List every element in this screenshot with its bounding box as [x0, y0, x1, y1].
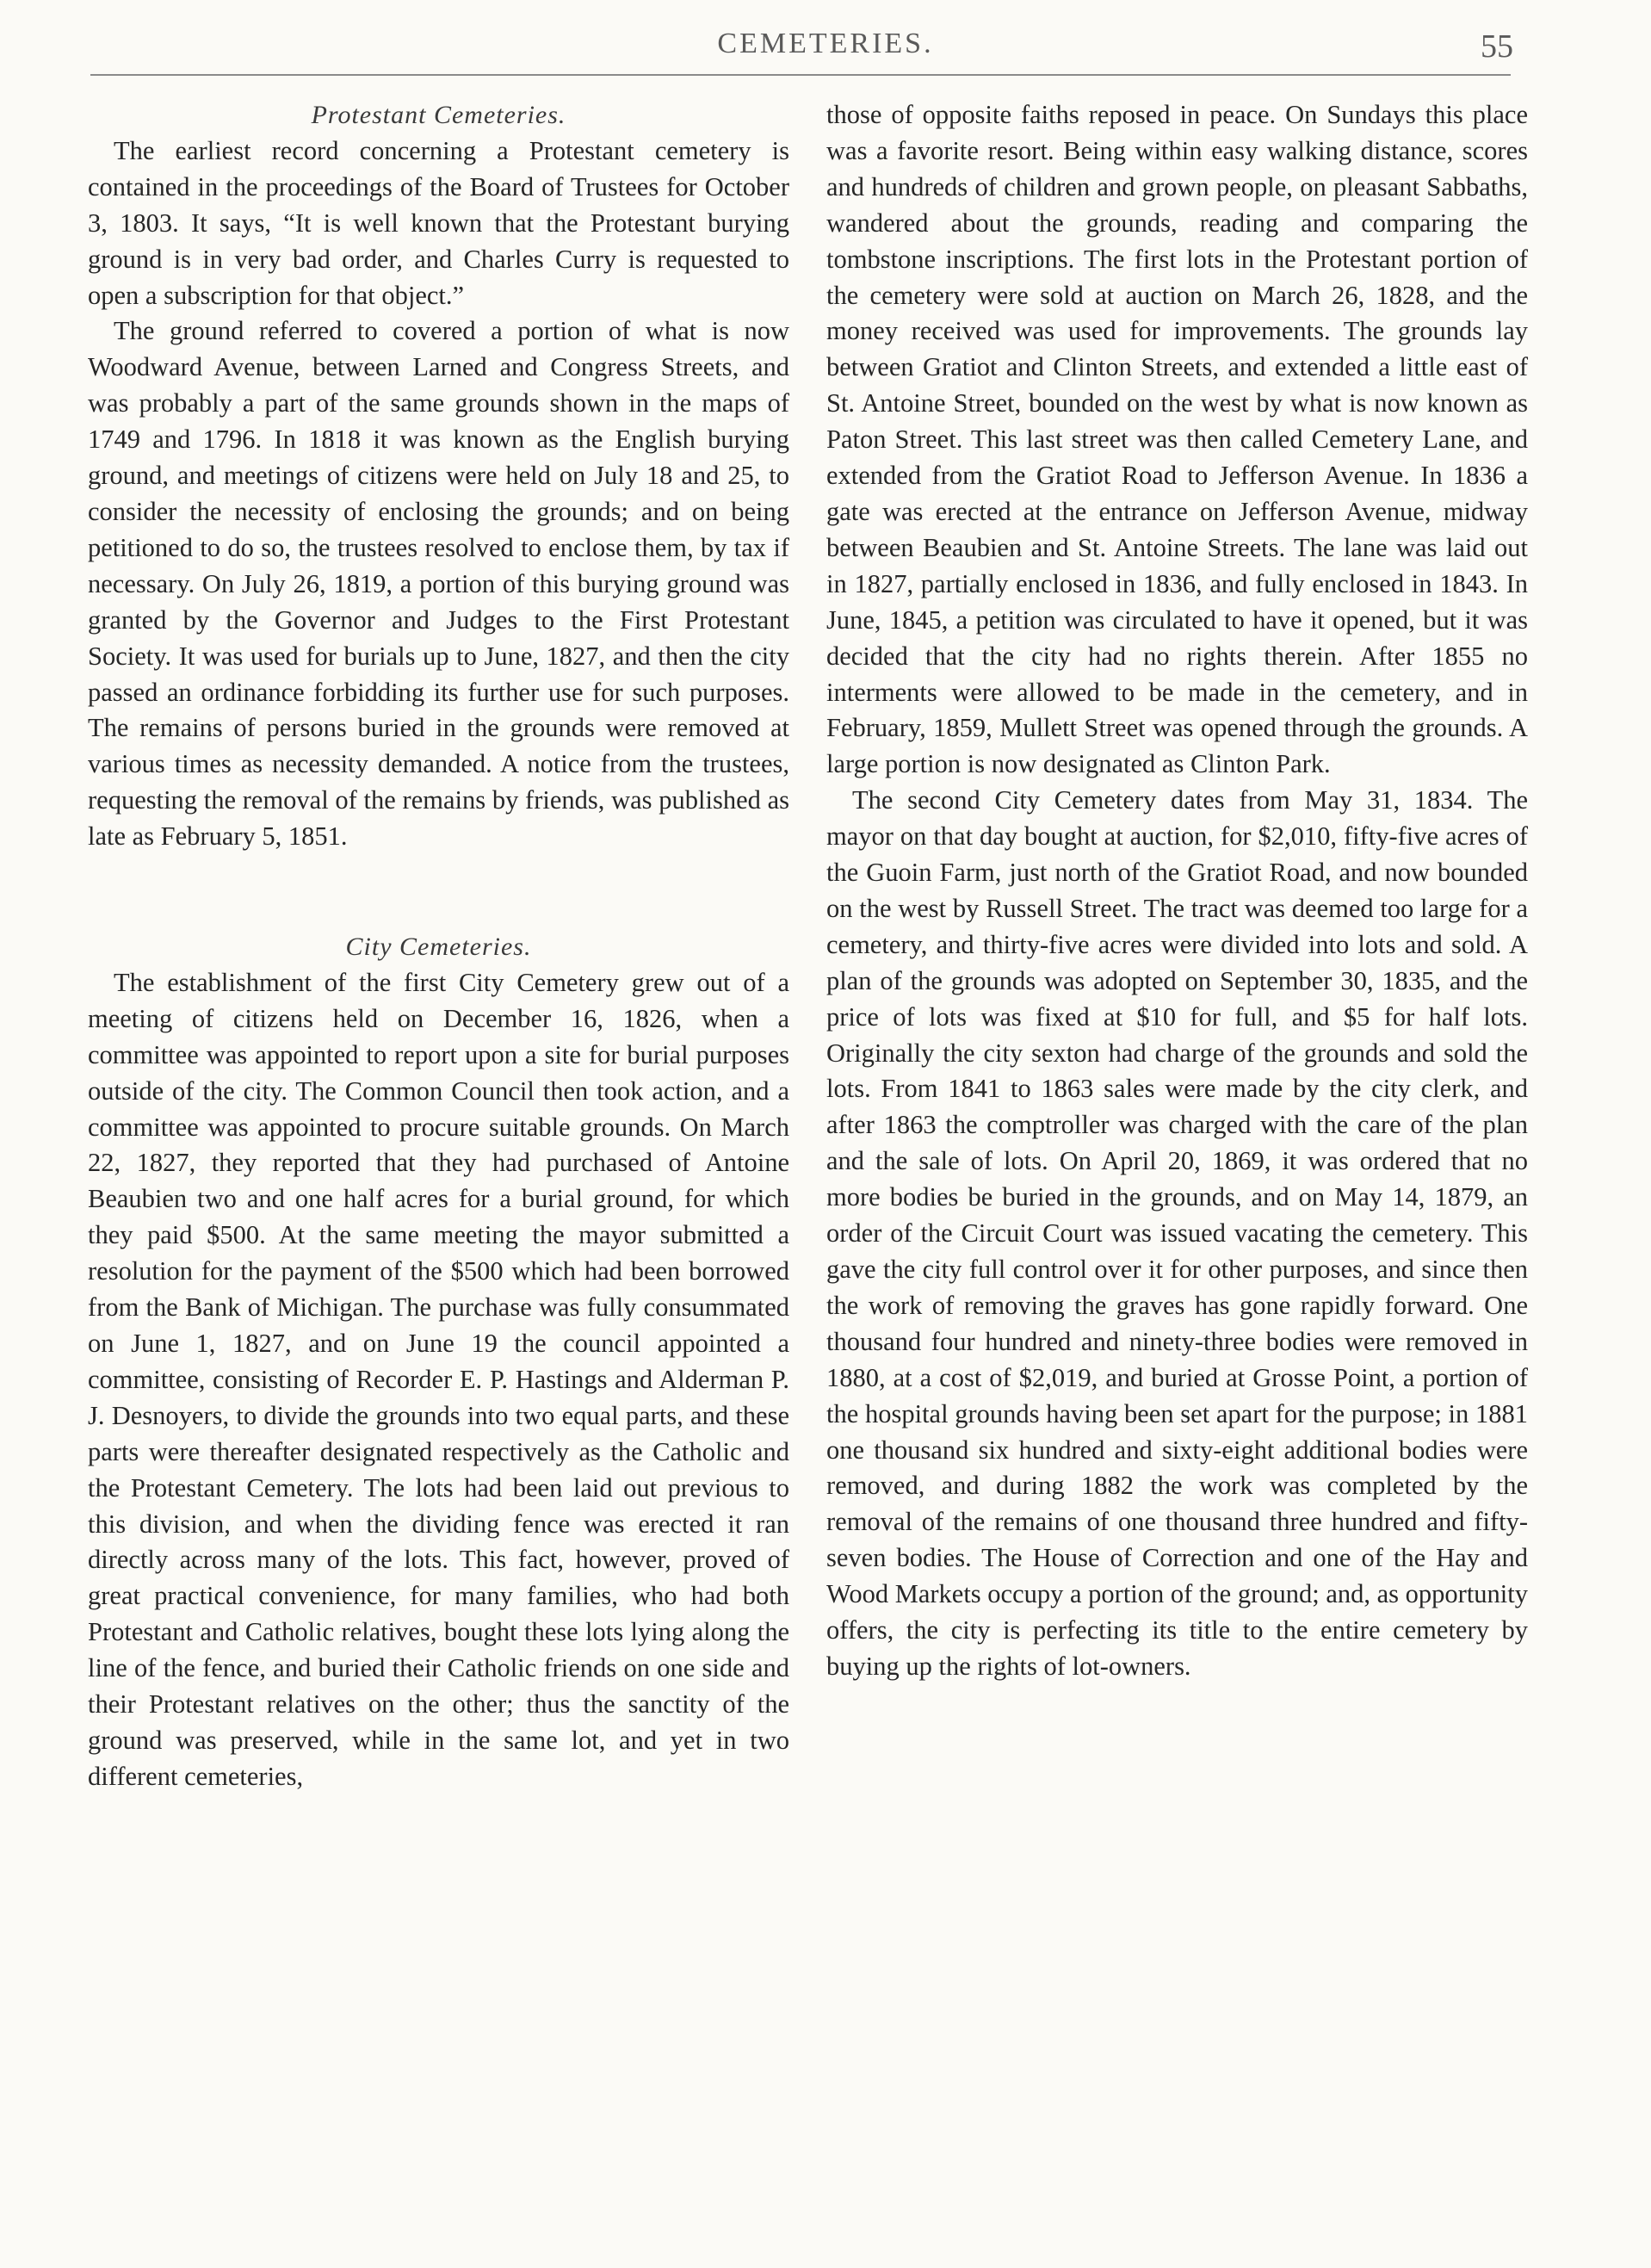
paragraph-establishment: The establishment of the first City Cemetery grew out of a meeting of citizens held on December 16, 1826, when a committee was appointed to report upon a site for burial purposes outside of the city. The Common Council then took action, and a committee was appointed to procure suitable grounds. On March 22, 1827, they reported that they had purchased of Antoine Beaubien two and one half acres for a burial ground, for which they paid $500. At the same meeting the mayor submitted a resolution for the payment of the $500 which had been borrowed from the Bank of Michigan. The purchase was fully consummated on June 1, 1827, and on June 19 the council appointed a committee, consisting of Recorder E. P. Hastings and Alderman P. J. Desnoyers, to divide the grounds into two equal parts, and these parts were thereafter designated respectively as the Catholic and the Protestant Cemetery. The lots had been laid out previous to this division, and when the dividing fence was erected it ran directly across many of the lots. This fact, however, proved of great practical convenience, for many families, who had both Protestant and Catholic relatives, bought these lots lying along the line of the fence, and buried their Catholic friends on one side and their Protestant relatives on the other; thus the sanctity of the ground was preserved, while in the same lot, and yet in two different cemeteries,: [88, 967, 789, 1791]
paragraph-establishment-continued: those of opposite faiths reposed in peace. On Sundays this place was a favorite resort. Being within easy walking distance, scores and hundreds of children and grown people, on pleasant Sabbaths, wandered about the grounds, reading and comparing the tombstone inscriptions. The first lots in the Protestant portion of the cemetery were sold at auction on March 26, 1828, and the money received was used for improvements. The grounds lay between Gratiot and Clinton Streets, and extended a little east of St. Antoine Street, bounded on the west by what is now known as Paton Street. This last street was then called Cemetery Lane, and extended from the Gratiot Road to Jefferson Avenue. In 1836 a gate was erected at the entrance on Jefferson Avenue, midway between Beaubien and St. Antoine Streets. The lane was laid out in 1827, partially enclosed in 1836, and fully enclosed in 1843. In June, 1845, a petition was circulated to have it opened, but it was decided that the city had no rights therein. After 1855 no interments were allowed to be made in the cemetery, and in February, 1859, Mullett Street was opened through the grounds. A large portion is now designated as Clinton Park.: [826, 100, 1528, 779]
paragraph-ground-referred: The ground referred to covered a portion of what is now Woodward Avenue, between Larned and Congress Streets, and was probably a part of the same grounds shown in the maps of 1749 and 1796. In 1818 it was known as the English burying ground, and meetings of citizens were held on July 18 and 25, to consider the necessity of enclosing the grounds; and on being petitioned to do so, the trustees resolved to enclose them, by tax if necessary. On July 26, 1819, a portion of this burying ground was granted by the Governor and Judges to the First Protestant Society. It was used for burials up to June, 1827, and then the city passed an ordinance forbidding its further use for such purposes. The remains of persons buried in the grounds were removed at various times as necessity demanded. A notice from the trustees, requesting the removal of the remains by friends, was published as late as February 5, 1851.: [88, 316, 789, 852]
left-column: [88, 97, 789, 1795]
page-number: 55: [1481, 28, 1513, 65]
paragraph-second-city-cemetery: The second City Cemetery dates from May 31, 1834. The mayor on that day bought at auction, for $2,010, fifty-five acres of the Guoin Farm, just north of the Gratiot Road, and now bounded on the west by Russell Street. The tract was deemed too large for a cemetery, and thirty-five acres were divided into lots and sold. A plan of the grounds was adopted on September 30, 1835, and the price of lots was fixed at $10 for full, and $5 for half lots. Originally the city sexton had charge of the grounds and sold the lots. From 1841 to 1863 sales were made by the city clerk, and after 1863 the comptroller was charged with the care of the plan and the sale of lots. On April 20, 1869, it was ordered that no more bodies be buried in the grounds, and on May 14, 1879, an order of the Circuit Court was issued vacating the cemetery. This gave the city full control over it for other purposes, and since then the work of removing the graves has gone rapidly forward. One thousand four hundred and ninety-three bodies were removed in 1880, at a cost of $2,019, and buried at Grosse Point, a portion of the hospital grounds having been set apart for the purpose; in 1881 one thousand six hundred and sixty-eight additional bodies were removed, and during 1882 the work was completed by the removal of the remains of one thousand three hundred and fifty-seven bodies. The House of Correction and one of the Hay and Wood Markets occupy a portion of the ground; and, as opportunity offers, the city is perfecting its title to the entire cemetery by buying up the rights of lot-owners.: [826, 785, 1528, 1681]
section-heading-city-cemeteries: City Cemeteries.: [345, 933, 532, 962]
section-gap: [88, 855, 789, 929]
paragraph-earliest-record: The earliest record concerning a Protestant cemetery is contained in the proceedings of the Board of Trustees for October 3, 1803. It says, “It is well known that the Protestant burying ground is in very bad order, and Charles Curry is requested to open a subscription for that object.”: [88, 135, 789, 310]
running-head: [0, 24, 1651, 76]
running-title: CEMETERIES.: [717, 28, 934, 59]
header-rule: [90, 74, 1511, 76]
right-column: [826, 97, 1528, 1685]
section-heading-protestant-cemeteries: Protestant Cemeteries.: [311, 101, 566, 129]
